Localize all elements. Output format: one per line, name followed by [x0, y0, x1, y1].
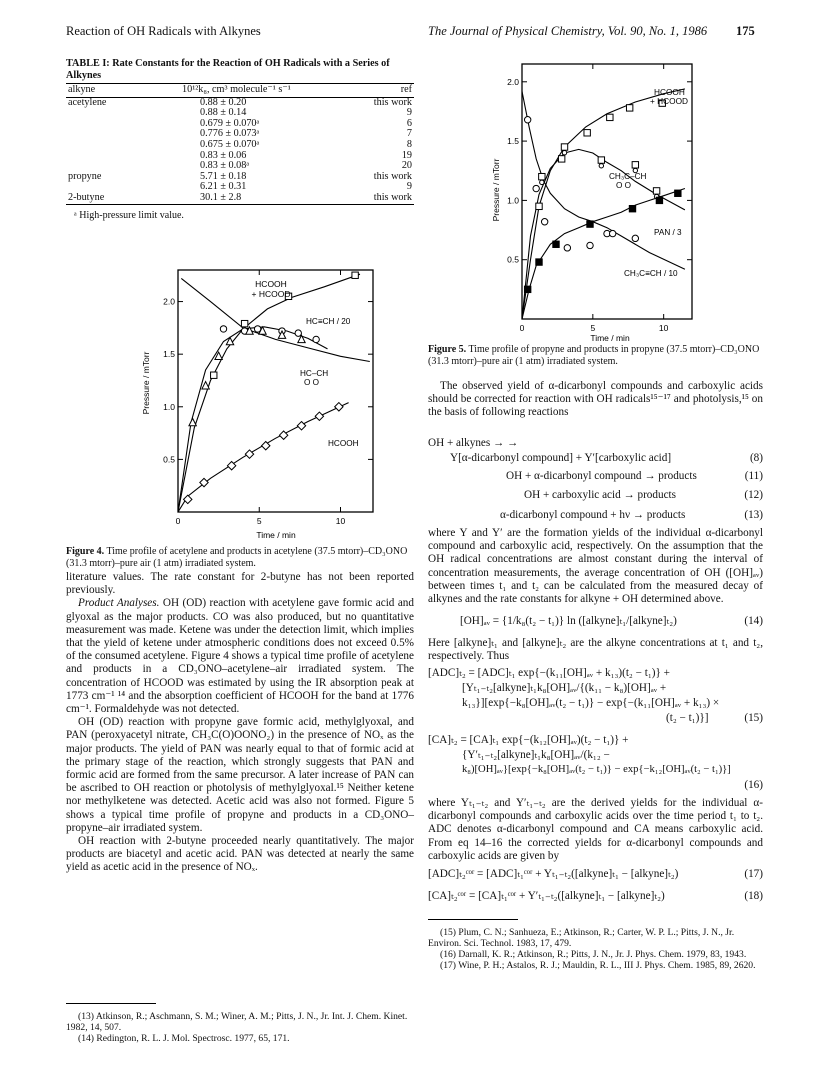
fig4-hcooh-hcood-curve: [178, 274, 360, 512]
fig5-ytick-label: 2.0: [507, 76, 519, 87]
fig4-hcooh-hcood-point: [211, 372, 217, 378]
fig5-pan-point: [524, 286, 530, 292]
fig4-caption-label: Figure 4.: [66, 546, 105, 557]
fig4-caption-text: Time profile of acetylene and products in acetylene (37.5 mtorr)–CD₃ONO (31.3 mtorr)–pure air (1 atm) irradiated system.: [66, 546, 408, 569]
table-cell-ref: 6: [406, 117, 412, 129]
eq18: [CA]ₜ₂ᶜᵒʳ = [CA]ₜ₁ᶜᵒʳ + Y′ₜ₁₋ₜ₂([alkyne]ₜ₁ − [alkyne]ₜ₂): [428, 890, 665, 902]
refs-left: [66, 1011, 414, 1044]
fig4-caption: [66, 546, 414, 569]
right-body-text: [428, 380, 763, 420]
fig5-ylabel: Pressure / mTorr: [491, 158, 501, 222]
fig5-pan-point: [656, 197, 662, 203]
fig4-hcooh-point: [335, 403, 343, 411]
col-alkyne: alkyne: [66, 84, 180, 98]
table-cell-alkyne: [66, 140, 180, 151]
eq15-num: (15): [744, 712, 763, 724]
fig5-xtick-label: 5: [590, 323, 596, 333]
fig5-propyne-point: [587, 242, 593, 248]
ref-15: (15) Plum, C. N.; Sanhueza, E.; Atkinson, R.; Carter, W. P. L.; Pitts, J. N., Jr. Environ. Sci. Technol. 1983, 17, 479.: [428, 927, 735, 949]
fig4-label-glyoxal-bot: O O: [304, 378, 320, 387]
eq15-line2: [Yₜ₁₋ₜ₂[alkyne]ₜ₁k₈[OH]ₐᵥ/{(k₁₁ − k₈)[OH]ₐᵥ +: [462, 682, 667, 694]
fig5-propyne-point: [564, 245, 570, 251]
table-1: [66, 58, 414, 221]
table-cell-k: 6.21 ± 0.31: [200, 181, 247, 193]
table-cell-ref: 8: [406, 138, 412, 150]
fig4-xtick-label: 0: [175, 516, 181, 526]
fig4-acetylene-point: [220, 326, 226, 332]
table-cell-k: 0.679 ± 0.070ᵃ: [200, 117, 260, 129]
eq16-num: (16): [744, 779, 763, 791]
eq15-line4: (t₂ − t₁)}]: [666, 712, 709, 724]
footnote-rule-right: [428, 919, 518, 920]
fig4-hcooh-curve: [178, 403, 349, 512]
fig4-xtick-label: 5: [256, 516, 262, 526]
fig5-pan-curve: [522, 189, 685, 320]
para-product-analyses: [66, 597, 414, 716]
eq16-line3: k₈)[OH]ₐᵥ}[exp{−k₈[OH]ₐᵥ(t₂ − t₁)} − exp{−k₁₂[OH]ₐᵥ(t₂ − t₁)}]: [462, 764, 731, 775]
table-cell-k: 5.71 ± 0.18: [200, 170, 247, 182]
fig5-propyne-curve: [522, 91, 685, 269]
eq13: α-dicarbonyl compound + hν → products: [500, 509, 686, 521]
table-title: TABLE I: Rate Constants for the Reaction of OH Radicals with a Series of Alkynes: [66, 58, 390, 81]
fig5-hcooh-point: [536, 203, 542, 209]
fig4-ylabel: Pressure / mTorr: [141, 351, 151, 415]
eq11: OH + α-dicarbonyl compound → products: [506, 470, 697, 482]
table-cell-alkyne: propyne: [68, 170, 102, 182]
table-cell-k: 0.83 ± 0.08ᵃ: [200, 160, 250, 172]
table-cell-k: 0.675 ± 0.070ᵃ: [200, 138, 260, 150]
eq8-line2: Y[α-dicarbonyl compound] + Y′[carboxylic acid]: [450, 452, 672, 464]
fig5-propyne-point: [524, 117, 530, 123]
fig5-methylglyoxal-point: [598, 157, 604, 163]
fig4-acetylene-point: [313, 336, 319, 342]
table-header-row: [66, 84, 414, 98]
eq12-num: (12): [744, 489, 763, 501]
fig4-hcooh-point: [184, 495, 192, 503]
fig5-ytick-label: 0.5: [507, 254, 519, 265]
col-k: 10¹²k₈, cm³ molecule⁻¹ s⁻¹: [180, 84, 334, 98]
fig5-xtick-label: 0: [519, 323, 525, 333]
ref-14: (14) Redington, R. L. J. Mol. Spectrosc. 1977, 65, 171.: [78, 1033, 290, 1044]
fig5-propyne-point: [632, 235, 638, 241]
fig4-hcooh-hcood-point: [241, 320, 247, 326]
fig5-label-mg-top: CH₃C–CH: [609, 172, 647, 181]
table-cell-alkyne: acetylene: [68, 96, 107, 108]
left-body-text: [66, 571, 414, 875]
fig5-methylglyoxal-point-sub: [540, 180, 544, 184]
fig5-label-hcood: + HCOOD: [650, 96, 689, 106]
table-row: [66, 140, 414, 151]
fig5-label-propyne: CH₃C≡CH / 10: [624, 269, 678, 278]
fig5-pan-point: [675, 190, 681, 196]
fig4-hcooh-point: [315, 412, 323, 420]
rate-table: [66, 83, 414, 205]
table-cell-ref: 19: [401, 149, 412, 161]
fig4-xtick-label: 10: [335, 516, 346, 526]
refs-right: [428, 927, 763, 971]
table-cell-alkyne: [66, 129, 180, 140]
ref-13: (13) Atkinson, R.; Aschmann, S. M.; Winer, A. M.; Pitts, J. N., Jr. Int. J. Chem. Kinet. 1982, 14, 507.: [66, 1011, 408, 1033]
fig5-xtick-label: 10: [658, 323, 669, 333]
fig5-propyne-point: [533, 185, 539, 191]
para-lit: literature values. The rate constant for 2-butyne has not been reported previously.: [66, 571, 414, 597]
fig5-propyne-point: [609, 230, 615, 236]
table-cell-ref: 9: [406, 107, 412, 119]
eq13-num: (13): [744, 509, 763, 521]
fig5-label-hcooh: HCOOH: [654, 87, 685, 97]
para-derived-yields-text: where Yₜ₁₋ₜ₂ and Y′ₜ₁₋ₜ₂ are the derived yields for the individual α-dicarbonyl compounds and carboxylic acids over the time period t₁ to t₂. ADC denotes α-dicarbonyl compound and CA means carboxylic acid. From eq 14–16 the corrected yields for α-dicarbonyl compounds and carboxylic acids are given by: [428, 797, 763, 862]
fig5-pan-point: [553, 241, 559, 247]
table-cell-alkyne: 2-butyne: [66, 193, 180, 204]
eq15-line3: k₁₃}][exp{−k₈[OH]ₐᵥ(t₂ − t₁)} − exp{−(k₁₁[OH]ₐᵥ + k₁₃) ×: [462, 697, 720, 709]
fig4-label-acetylene: HC≡CH / 20: [306, 317, 351, 326]
table-cell-k: 0.83 ± 0.06: [200, 149, 247, 161]
page-number: 175: [736, 24, 755, 38]
eq12: OH + carboxylic acid → products: [524, 489, 677, 501]
table-cell-k: 0.88 ± 0.20: [200, 96, 247, 108]
product-analyses-head: Product Analyses.: [78, 597, 160, 610]
para-derived-yields: [428, 797, 763, 863]
fig4-glyoxal-point: [202, 382, 209, 389]
eq17: [ADC]ₜ₂ᶜᵒʳ = [ADC]ₜ₁ᶜᵒʳ + Yₜ₁₋ₜ₂([alkyne]ₜ₁ − [alkyne]ₜ₂): [428, 868, 679, 880]
col-ref: ref: [334, 84, 414, 98]
fig4-label-hcooh: HCOOH: [328, 439, 359, 448]
table-cell-ref: 20: [401, 160, 412, 172]
fig5-hcooh-point: [607, 114, 613, 120]
eq16-line1: [CA]ₜ₂ = [CA]ₜ₁ exp{−(k₁₂[OH]ₐᵥ)(t₂ − t₁)} +: [428, 734, 629, 746]
fig4-hcooh-hcood-point: [352, 272, 358, 278]
fig4-ytick-label: 1.0: [163, 401, 175, 412]
fig5-methylglyoxal-point: [632, 162, 638, 168]
fig5-methylglyoxal-point: [653, 188, 659, 194]
fig4-xlabel: Time / min: [256, 530, 296, 538]
fig5-label-pan: PAN / 3: [654, 228, 682, 237]
fig5-ytick-label: 1.5: [507, 136, 519, 147]
fig5-label-mg-bot: O O: [616, 181, 632, 190]
para-where-y: where Y and Y′ are the formation yields of the individual α-dicarbonyl compound and carboxylic acid, respectively. On the assumption that the OH radical concentrations are almost constant during the interval of concentration measurements, the average concentration of OH ([OH]ₐᵥ) between times t₁ and t₂ can be calculated from the measured decay of alkynes and the rate constants for alkyne + OH determined above.: [428, 527, 763, 606]
table-cell-alkyne: [66, 151, 180, 162]
fig4-label-glyoxal-top: HC–CH: [300, 369, 329, 378]
eq17-18-block: [428, 867, 763, 911]
table-cell-k: 0.88 ± 0.14: [200, 107, 247, 119]
para-correction: The observed yield of α-dicarbonyl compounds and carboxylic acids should be corrected for reaction with OH radicals¹⁵⁻¹⁷ and photolysis,¹⁵ on the basis of following reactions: [428, 380, 763, 419]
eq14: [OH]ₐᵥ = {1/k₈(t₂ − t₁)} ln ([alkyne]ₜ₁/[alkyne]ₜ₂): [460, 615, 677, 627]
fig5-xlabel: Time / min: [590, 333, 630, 342]
fig5-pan-point: [587, 221, 593, 227]
table-cell-ref: 9: [406, 181, 412, 193]
table-cell-alkyne: [66, 119, 180, 130]
running-header-left: Reaction of OH Radicals with Alkynes: [66, 24, 261, 38]
table-cell-alkyne: [66, 108, 180, 119]
fig4-ytick-label: 1.5: [163, 349, 175, 360]
fig5-hcooh-point: [558, 156, 564, 162]
reactions-block: [428, 436, 763, 530]
table-cell-ref: this work: [334, 193, 414, 204]
ref-16: (16) Darnall, K. R.; Atkinson, R.; Pitts, J. N., Jr. J. Phys. Chem. 1979, 83, 1943.: [440, 949, 747, 960]
fig4-glyoxal-point: [189, 418, 196, 425]
para-butyne: OH reaction with 2-butyne proceeded nearly quantitatively. The major products are biacetyl and acetic acid. PAN was detected at nearly the same yield as acetic acid in the presence of NOₓ.: [66, 835, 414, 874]
fig5-propyne-point: [541, 219, 547, 225]
fig4-ytick-label: 0.5: [163, 454, 175, 465]
para-average-oh: [428, 527, 763, 606]
table-footnote: ᵃ High-pressure limit value.: [74, 209, 184, 221]
fig4-acetylene-point: [295, 330, 301, 336]
fig4-label-hcooh-top: HCOOH: [255, 279, 287, 289]
table-cell-k: 30.1 ± 2.8: [180, 193, 334, 204]
fig4-ytick-label: 2.0: [163, 296, 175, 307]
eq15-line1: [ADC]ₜ₂ = [ADC]ₜ₁ exp{−(k₁₁[OH]ₐᵥ + k₁₃)(t₂ − t₁)} +: [428, 667, 670, 679]
running-header-right: The Journal of Physical Chemistry, Vol. 90, No. 1, 1986: [428, 24, 708, 38]
fig5-caption: [428, 344, 763, 367]
fig5-pan-point: [536, 259, 542, 265]
eq8-num: (8): [749, 452, 763, 464]
eq17-num: (17): [744, 868, 763, 880]
footnote-rule-left: [66, 1003, 156, 1004]
fig5-hcooh-point: [584, 130, 590, 136]
fig5-methylglyoxal-point-sub: [562, 151, 566, 155]
para-here-text: Here [alkyne]ₜ₁ and [alkyne]ₜ₂ are the alkyne concentrations at t₁ and t₂, respectively. Thus: [428, 637, 763, 663]
figure-5: [484, 62, 699, 342]
eq11-num: (11): [744, 470, 763, 482]
fig5-methylglyoxal-point: [561, 144, 567, 150]
fig5-hcooh-point: [626, 105, 632, 111]
table-row: [66, 193, 414, 204]
fig5-methylglyoxal-point: [539, 173, 545, 179]
fig5-methylglyoxal-point-sub: [599, 164, 603, 168]
fig5-caption-text: Time profile of propyne and products in propyne (37.5 mtorr)–CD₃ONO (31.3 mtorr)–pure air (1 atm) irradiated system.: [428, 344, 760, 367]
product-analyses-body: OH (OD) reaction with acetylene gave formic acid and glyoxal as the major products. CO was also produced, but no quantitative measurement was made. Ketene was under the detection limit, which implies that the yield of ketene under atmospheric conditions does not exceed 0.5% of the consumed acetylene. Figure 4 shows a typical time profile of acetylene and products in a CD₃ONO–acetylene–air irradiated system. The concentration of HCOOD was estimated by using the IR absorption peak at 1773 cm⁻¹ ¹⁴ and the absorption coefficient of HCOOH for the band at 1776 cm⁻¹. Formaldehyde was not detected.: [66, 597, 414, 716]
eq16-line2: {Y′ₜ₁₋ₜ₂[alkyne]ₜ₁k₈[OH]ₐᵥ/(k₁₂ −: [462, 749, 610, 761]
fig4-label-hcood: + HCOOD: [251, 289, 291, 299]
table-cell-k: 0.776 ± 0.073ᵃ: [200, 128, 260, 140]
ref-17: (17) Wine, P. H.; Astalos, R. J.; Mauldin, R. L., III J. Phys. Chem. 1985, 89, 2620.: [440, 960, 756, 971]
table-cell-ref: this work: [373, 170, 412, 182]
eq8-line1: OH + alkynes → →: [428, 437, 519, 449]
table-cell-ref: this work: [373, 96, 412, 108]
eq18-num: (18): [744, 890, 763, 902]
fig5-pan-point: [629, 205, 635, 211]
fig4-glyoxal-curve: [178, 327, 328, 512]
eq14-num: (14): [744, 615, 763, 627]
para-here: [428, 637, 763, 663]
para-propyne: OH (OD) reaction with propyne gave formic acid, methylglyoxal, and PAN (peroxyacetyl nitrate, CH₃C(O)OONO₂) in the presence of NOₓ as the major products. The yield of PAN was nearly equal to that of formic acid at the primary stage of the reaction, which strongly suggests that PAN and formic acid are formed from the same precursor. A later increase of PAN can be ascribed to OH reaction or photolysis of methylglyoxal.¹⁵ Neither ketene nor methylketene was detected. Acetic acid was also not formed. Figure 5 shows a typical time profile of propyne and products in a CD₃ONO–propyne–air irradiated system.: [66, 716, 414, 834]
fig5-caption-label: Figure 5.: [428, 344, 467, 355]
figure-4: [140, 268, 385, 538]
fig5-ytick-label: 1.0: [507, 195, 519, 206]
table-cell-ref: 7: [406, 128, 412, 140]
